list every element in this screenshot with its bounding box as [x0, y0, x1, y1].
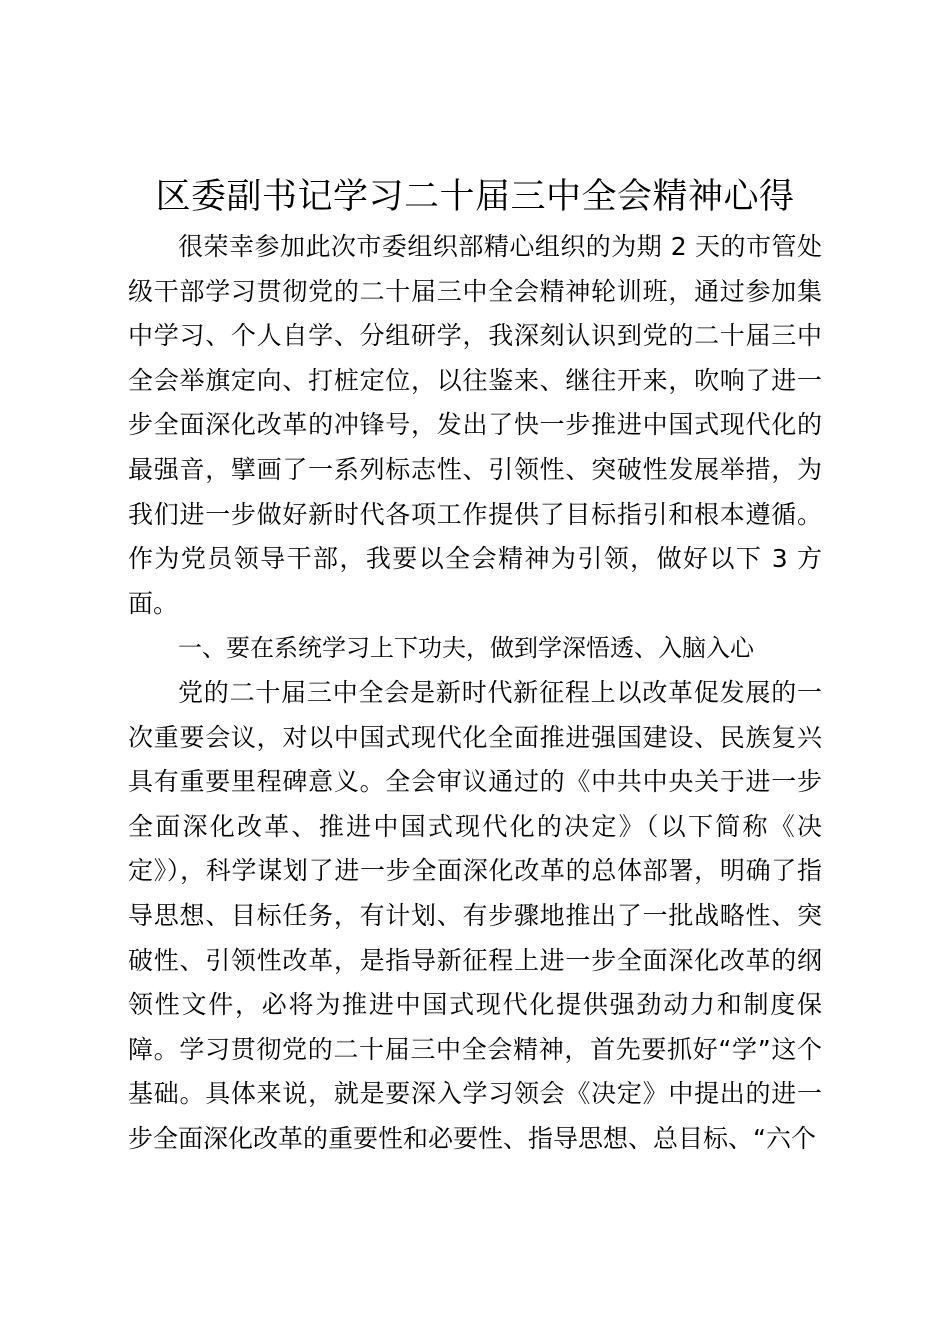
paragraph-intro: 很荣幸参加此次市委组织部精心组织的为期 2 天的市管处级干部学习贯彻党的二十届三中全会精神轮训班，通过参加集中学习、个人自学、分组研学，我深刻认识到党的二十届三中全会举旗定向、打桩定位，以往鉴来、继往开来，吹响了进一步全面深化改革的冲锋号，发出了快一步推进中国式现代化的最强音，擘画了一系列标志性、引领性、突破性发展举措，为我们进一步做好新时代各项工作提供了目标指引和根本遵循。作为党员领导干部，我要以全会精神为引领，做好以下 3 方面。 [128, 232, 822, 618]
paragraph-section-1: 党的二十届三中全会是新时代新征程上以改革促发展的一次重要会议，对以中国式现代化全面推进强国建设、民族复兴具有重要里程碑意义。全会审议通过的《中共中央关于进一步全面深化改革、推进中国式现代化的决定》（以下简称《决定》），科学谋划了进一步全面深化改革的总体部署，明确了指导思想、目标任务，有计划、有步骤地推出了一批战略性、突破性、引领性改革，是指导新征程上进一步全面深化改革的纲领性文件，必将为推进中国式现代化提供强劲动力和制度保障。学习贯彻党的二十届三中全会精神，首先要抓好“学”这个基础。具体来说，就是要深入学习领会《决定》中提出的进一步全面深化改革的重要性和必要性、指导思想、总目标、“六个 [128, 677, 822, 1153]
section-heading-1: 一、要在系统学习上下功夫，做到学深悟透、入脑入心 [178, 634, 754, 663]
document-title: 区委副书记学习二十届三中全会精神心得 [155, 177, 795, 217]
document-body [128, 225, 822, 1161]
